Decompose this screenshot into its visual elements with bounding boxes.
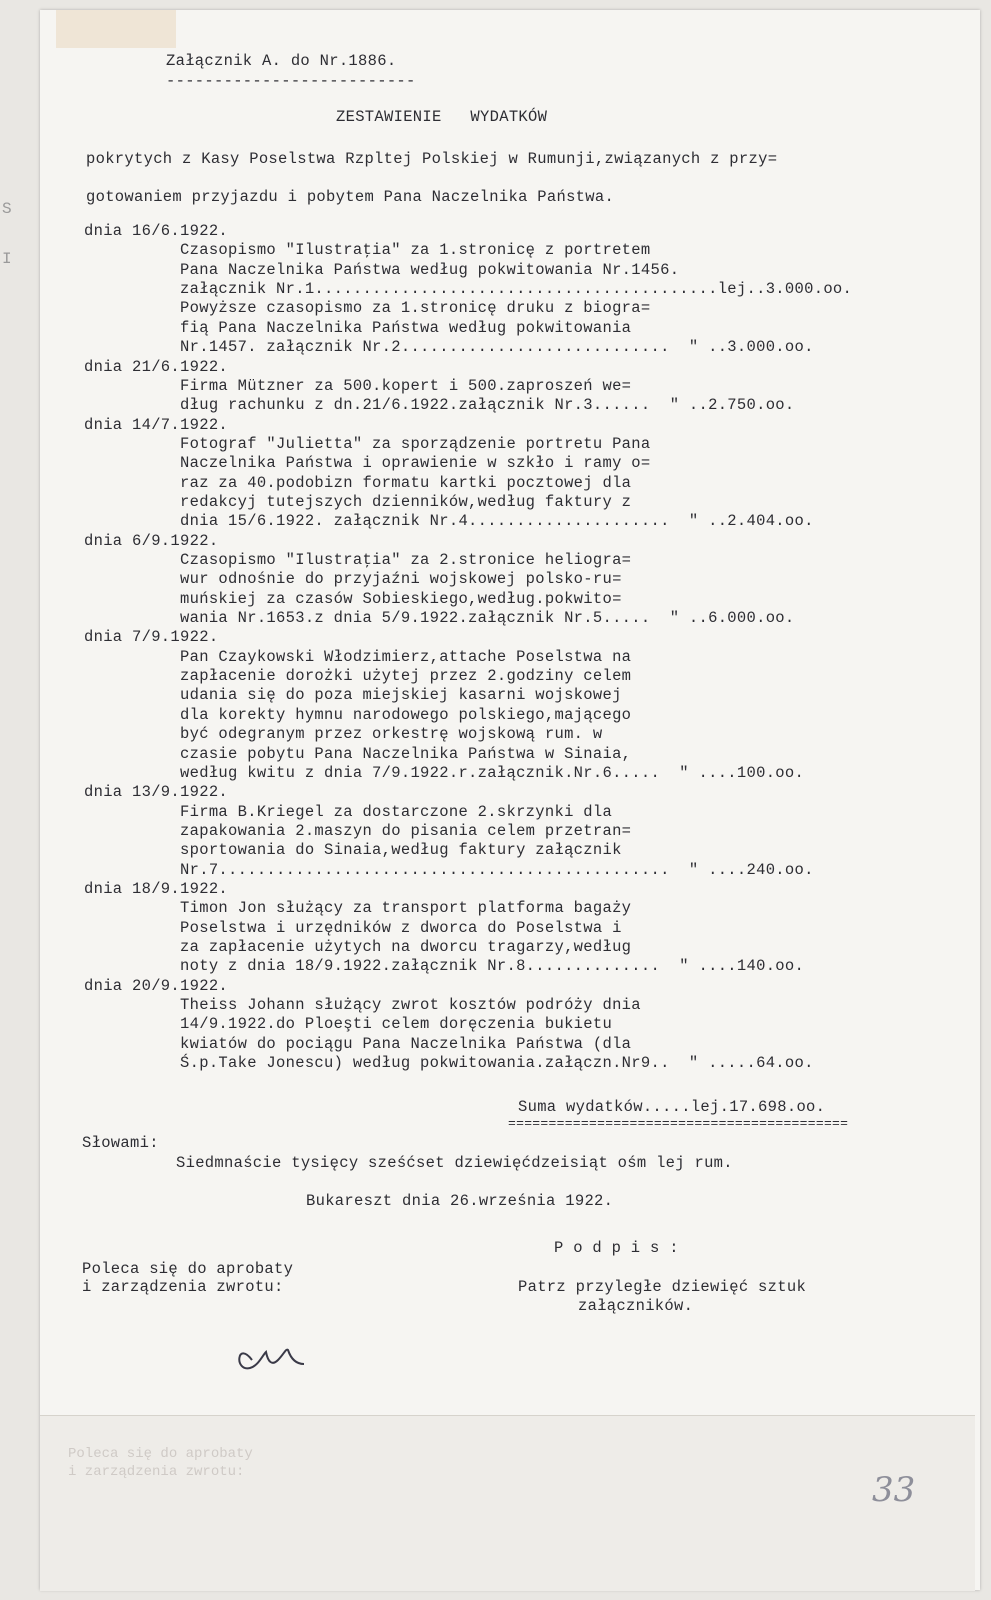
expense-line: 14/9.1922.do Ploeşti celem doręczenia bukietu bbox=[84, 1015, 613, 1034]
intro-line-1: pokrytych z Kasy Poselstwa Rzpltej Polskiej w Rumunji,związanych z przy= bbox=[86, 150, 778, 168]
expense-line: Czasopismo "Ilustraţia" za 1.stronicę z portretem bbox=[84, 241, 651, 260]
expense-line: za zapłacenie użytych na dworcu tragarzy,według bbox=[84, 938, 632, 956]
annex-underline: -------------------------- bbox=[166, 72, 416, 90]
expense-line: Nr.1457. załącznik Nr.2............................ " ..3.000.oo. bbox=[84, 338, 814, 357]
expense-line: Firma B.Kriegel za dostarczone 2.skrzynki dla bbox=[84, 802, 613, 821]
annex-reference: Załącznik A. do Nr.1886. bbox=[166, 52, 397, 70]
place-and-date: Bukareszt dnia 26.września 1922. bbox=[306, 1192, 614, 1210]
expense-line: dnia 6/9.1922. bbox=[84, 531, 219, 550]
attachments-line-2: załączników. bbox=[578, 1297, 694, 1315]
slowami-label: Słowami: bbox=[82, 1134, 159, 1152]
expense-line: raz za 40.podobizn formatu kartki pocztowej dla bbox=[84, 473, 632, 492]
intro-line-2: gotowaniem przyjazdu i pobytem Pana Naczelnika Państwa. bbox=[86, 188, 615, 206]
attachments-line-1: Patrz przyległe dziewięć sztuk bbox=[518, 1278, 807, 1296]
underlying-sheet bbox=[40, 1415, 975, 1591]
margin-mark: S bbox=[2, 200, 12, 218]
approval-line-1: Poleca się do aprobaty bbox=[82, 1260, 294, 1278]
expense-line: dług rachunku z dn.21/6.1922.załącznik Nr.3...... " ..2.750.oo. bbox=[84, 396, 795, 415]
ghost-text: Poleca się do aprobaty i zarządzenia zwrotu: bbox=[68, 1446, 253, 1480]
expense-line: Ś.p.Take Jonescu) według pokwitowania.załączn.Nr9.. " .....64.oo. bbox=[84, 1054, 814, 1073]
expense-line: Theiss Johann służący zwrot kosztów podróży dnia bbox=[84, 996, 641, 1014]
expense-line: wania Nr.1653.z dnia 5/9.1922.załącznik Nr.5..... " ..6.000.oo. bbox=[84, 609, 795, 627]
expense-line: dnia 20/9.1922. bbox=[84, 976, 229, 995]
expense-line: Pana Naczelnika Państwa według pokwitowania Nr.1456. bbox=[84, 260, 680, 279]
expense-line: muńskiej za czasów Sobieskiego,według.pokwito= bbox=[84, 589, 622, 608]
page-number: 33 bbox=[872, 1470, 916, 1510]
expense-line: dnia 15/6.1922. załącznik Nr.4..................... " ..2.404.oo. bbox=[84, 512, 814, 531]
expense-line: Pan Czaykowski Włodzimierz,attache Poselstwa na bbox=[84, 647, 632, 666]
expense-line: kwiatów do pociągu Pana Naczelnika Państwa (dla bbox=[84, 1034, 632, 1053]
expense-line: Czasopismo "Ilustraţia" za 2.stronice heliogra= bbox=[84, 551, 632, 569]
expense-line: dnia 18/9.1922. bbox=[84, 879, 229, 898]
document-title: ZESTAWIENIE WYDATKÓW bbox=[336, 108, 548, 126]
expense-line: sportowania do Sinaia,według faktury załącznik bbox=[84, 841, 622, 860]
handwritten-signature bbox=[232, 1330, 322, 1380]
expense-line: Timon Jon służący za transport platforma bagaży bbox=[84, 899, 632, 918]
expense-line: dnia 16/6.1922. bbox=[84, 222, 229, 240]
amount-in-words: Siedmnaście tysięcy sześćset dziewięćdzeisiąt ośm lej rum. bbox=[176, 1154, 733, 1172]
expense-line: Powyższe czasopismo za 1.stronicę druku z biogra= bbox=[84, 299, 651, 318]
expense-line: Naczelnika Państwa i oprawienie w szkło i ramy o= bbox=[84, 454, 651, 473]
expense-line: dnia 14/7.1922. bbox=[84, 415, 229, 434]
sum-double-rule: ========================================== bbox=[508, 1116, 849, 1131]
expense-line: być odegranym przez orkestrę wojskową rum. w bbox=[84, 725, 603, 744]
expense-line: wur odnośnie do przyjaźni wojskowej polsko-ru= bbox=[84, 570, 622, 589]
expense-line: zapłacenie dorożki użytej przez 2.godziny celem bbox=[84, 667, 632, 685]
sum-total: Suma wydatków.....lej.17.698.oo. bbox=[518, 1098, 826, 1116]
expense-line: fią Pana Naczelnika Państwa według pokwitowania bbox=[84, 318, 632, 337]
tape-strip bbox=[56, 10, 176, 48]
expense-line: załącznik Nr.1..........................................lej..3.000.oo. bbox=[84, 280, 853, 299]
expense-line: Nr.7............................................... " ....240.oo. bbox=[84, 860, 814, 879]
expense-line: Poselstwa i urzędników z dworca do Poselstwa i bbox=[84, 918, 622, 937]
expense-line: dnia 21/6.1922. bbox=[84, 357, 229, 376]
approval-line-2: i zarządzenia zwrotu: bbox=[82, 1278, 284, 1296]
expense-line: Fotograf "Julietta" za sporządzenie portretu Pana bbox=[84, 434, 651, 453]
expense-line: zapakowania 2.maszyn do pisania celem przetran= bbox=[84, 821, 632, 840]
signature-label: P o d p i s : bbox=[554, 1239, 679, 1257]
margin-mark: I bbox=[2, 250, 12, 268]
expense-line: udania się do poza miejskiej kasarni wojskowej bbox=[84, 686, 622, 705]
expense-line: Firma Mützner za 500.kopert i 500.zaproszeń we= bbox=[84, 376, 632, 395]
expense-line: noty z dnia 18/9.1922.załącznik Nr.8.............. " ....140.oo. bbox=[84, 957, 805, 976]
expense-line: dnia 13/9.1922. bbox=[84, 783, 229, 802]
expense-line: dnia 7/9.1922. bbox=[84, 628, 219, 647]
expense-line: dla korekty hymnu narodowego polskiego,mającego bbox=[84, 705, 632, 724]
expense-line: redakcyj tutejszych dzienników,według faktury z bbox=[84, 492, 632, 511]
expense-line: według kwitu z dnia 7/9.1922.r.załącznik.Nr.6..... " ....100.oo. bbox=[84, 763, 805, 782]
expense-line: czasie pobytu Pana Naczelnika Państwa w Sinaia, bbox=[84, 744, 632, 763]
